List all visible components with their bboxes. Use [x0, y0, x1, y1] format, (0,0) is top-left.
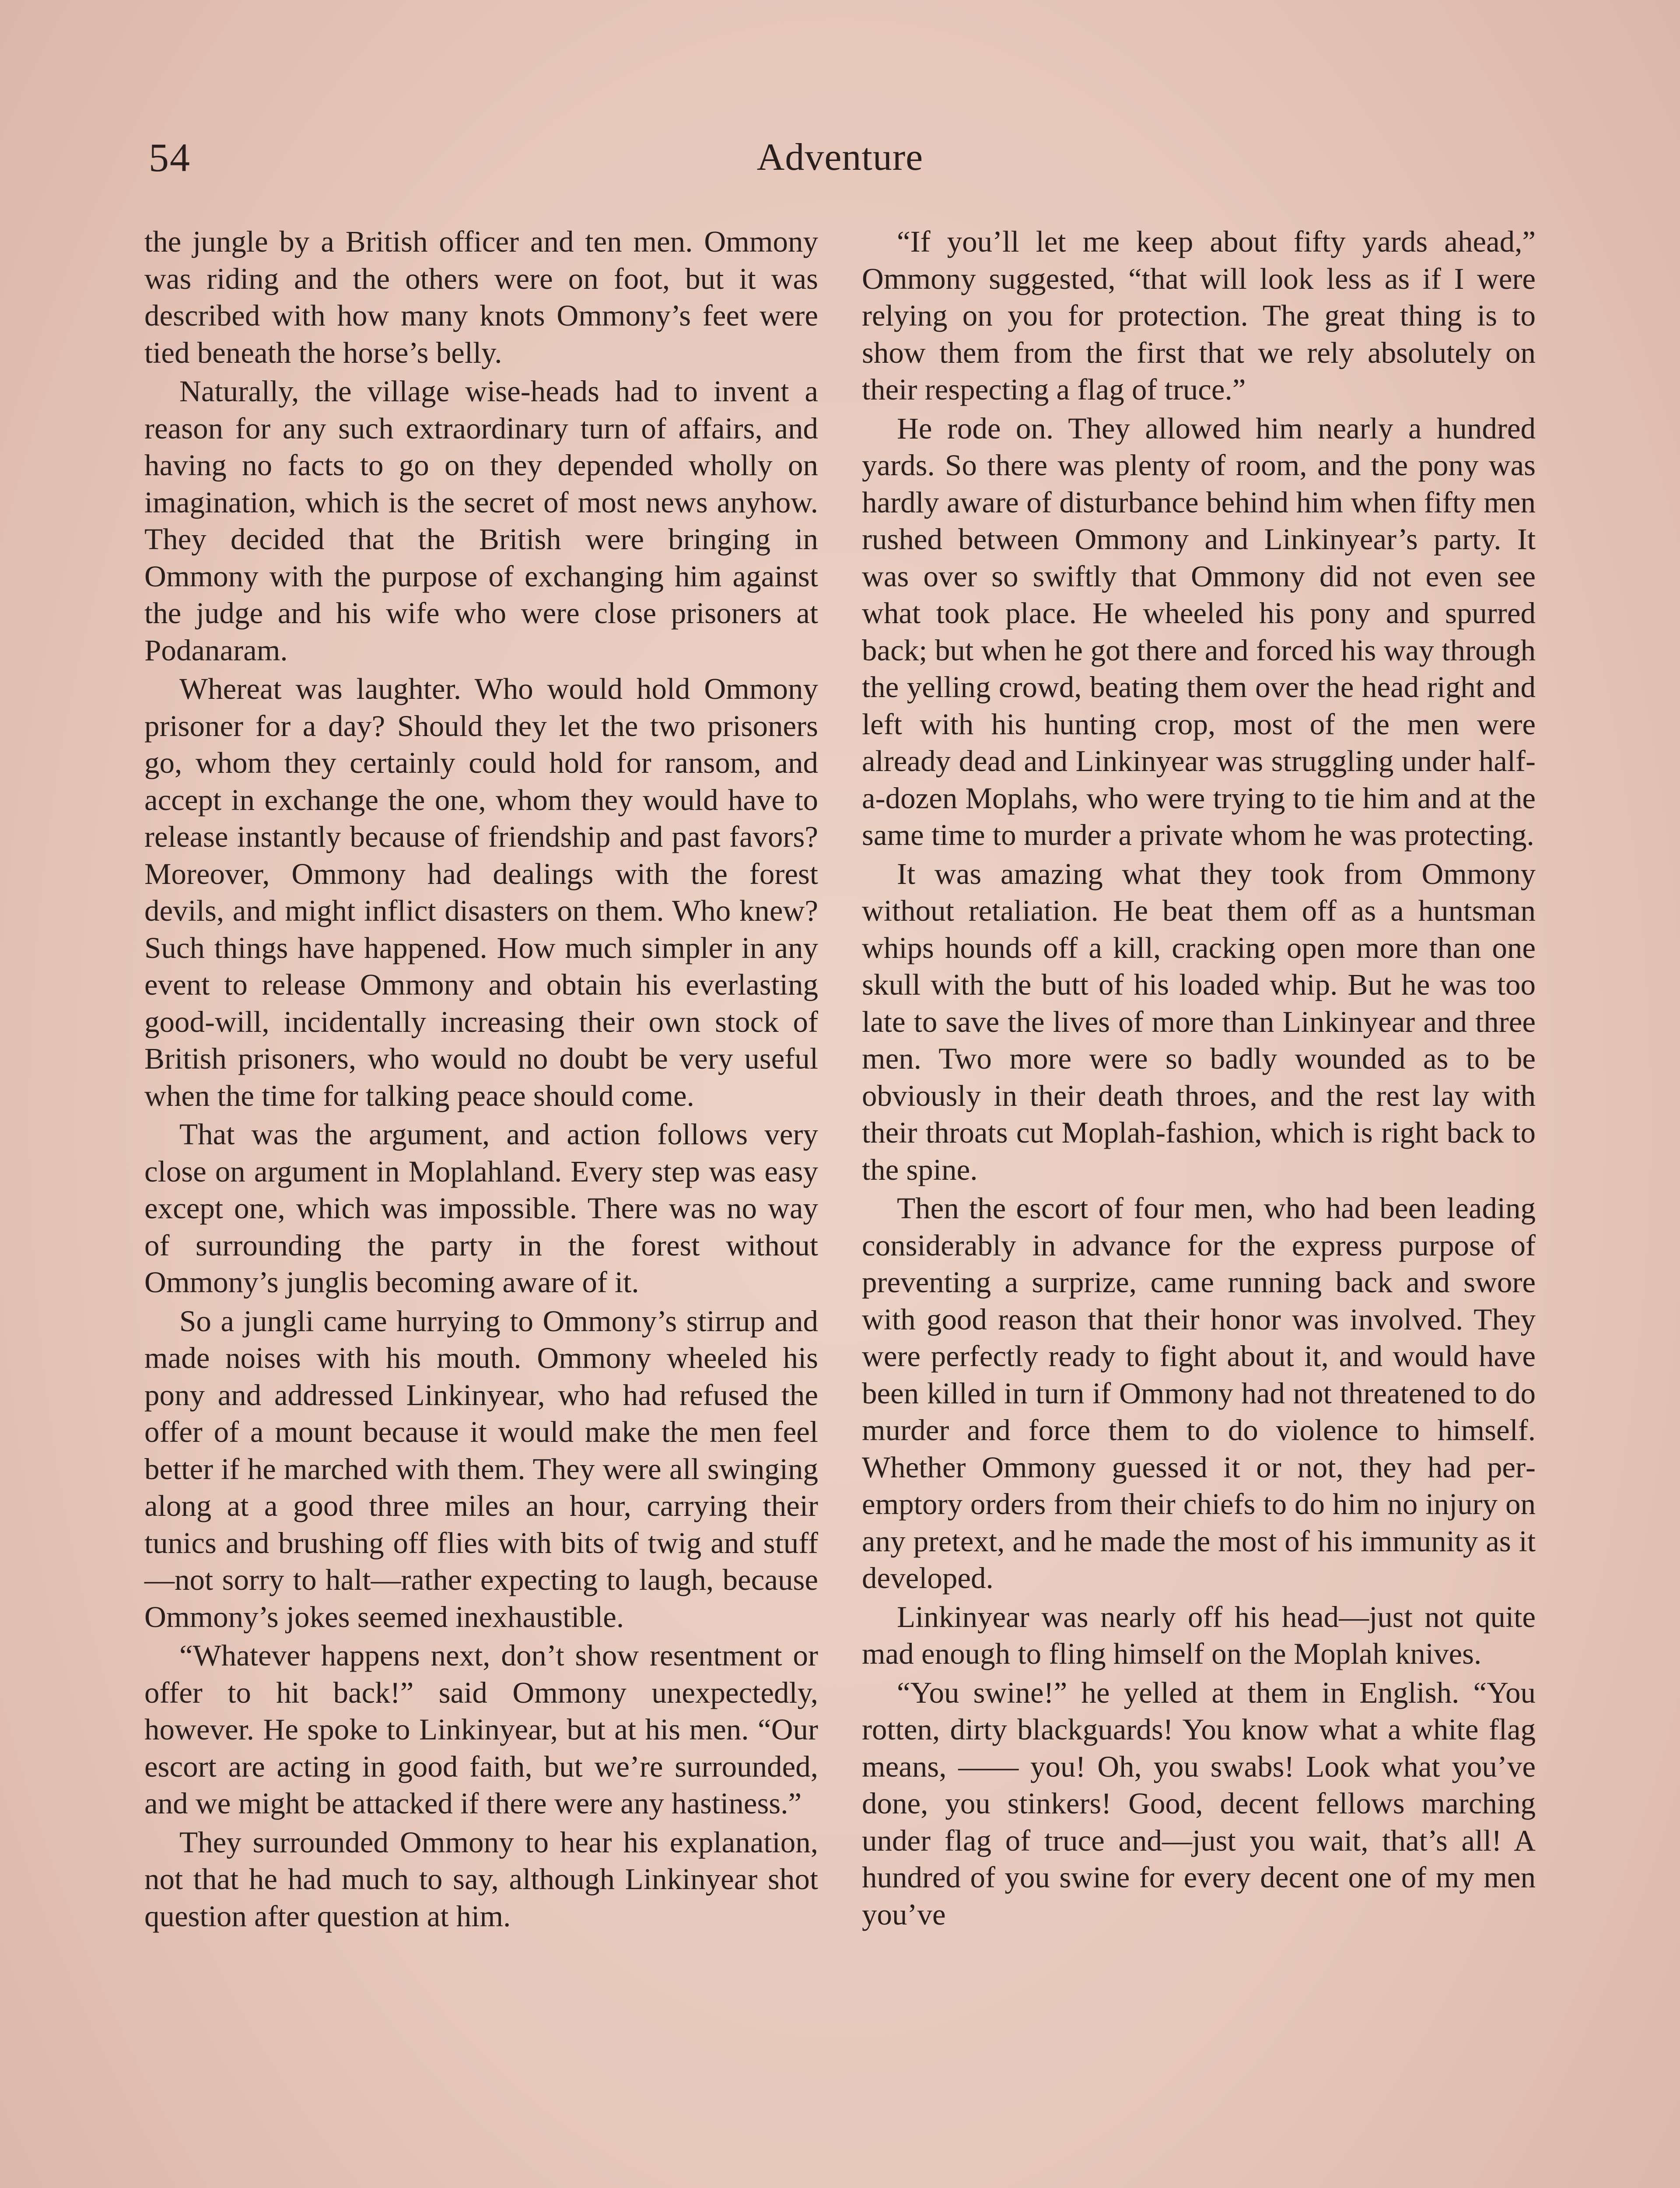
paragraph: Linkinyear was nearly off his head—just not quite mad enough to fling himself on the Moplah knives. [862, 1600, 1536, 1670]
paragraph: They surrounded Ommony to hear his explanation, not that he had much to say, although Linkinyear shot question after question at him. [144, 1825, 818, 1933]
right-column [862, 223, 1536, 2188]
paragraph: Then the escort of four men, who had been leading considerably in advance for the express purpose of preventing a surprize, came running back and swore with good reason that their honor was involved. They were perfectly ready to fight about it, and would have been killed in turn if Ommony had not threatened to do murder and force them to do violence to himself. Whether Ommony guessed it or not, they had peremptory orders from their chiefs to do him no injury on any pretext, and he made the most of his immunity as it developed. [862, 1192, 1536, 1595]
left-column [144, 223, 818, 2188]
page-number: 54 [149, 135, 191, 180]
text-columns [144, 223, 1536, 2188]
paragraph: That was the argument, and action follows very close on argument in Moplahland. Every step was easy except one, which was impossible. There was no way of surrounding the party in the forest without Ommony’s junglis becoming aware of it. [144, 1118, 818, 1299]
paragraph: It was amazing what they took from Ommony without retaliation. He beat them off as a huntsman whips hounds off a kill, cracking open more than one skull with the butt of his loaded whip. But he was too late to save the lives of more than Linkinyear and three men. Two more were so badly wounded as to be obviously in their death throes, and the rest lay with their throats cut Moplah-fashion, which is right back to the spine. [862, 857, 1536, 1186]
paragraph: Whereat was laughter. Who would hold Ommony prisoner for a day? Should they let the two prisoners go, whom they certainly could hold for ransom, and accept in exchange the one, whom they would have to release instantly because of friendship and past favors? Moreover, Ommony had dealings with the forest devils, and might inflict disasters on them. Who knew? Such things have happened. How much simpler in any event to release Ommony and obtain his everlasting good-will, incidentally increasing their own stock of British prisoners, who would no doubt be very useful when the time for talking peace should come. [144, 672, 818, 1112]
paragraph: “Whatever happens next, don’t show resentment or offer to hit back!” said Ommony unexpectedly, however. He spoke to Linkinyear, but at his men. “Our escort are acting in good faith, but we’re surrounded, and we might be attacked if there were any hastiness.” [144, 1639, 818, 1820]
running-title: Adventure [756, 136, 924, 179]
paragraph: “If you’ll let me keep about fifty yards ahead,” Ommony suggested, “that will look less as if I were relying on you for protection. The great thing is to show them from the first that we rely absolutely on their respecting a flag of truce.” [862, 225, 1536, 406]
page-header [149, 131, 1531, 184]
paragraph: So a jungli came hurrying to Ommony’s stirrup and made noises with his mouth. Ommony wheeled his pony and addressed Linkinyear, who had refused the offer of a mount because it would make the men feel better if he marched with them. They were all swinging along at a good three miles an hour, carrying their tunics and brushing off flies with bits of twig and stuff—not sorry to halt—rather expecting to laugh, because Ommony’s jokes seemed inexhaustible. [144, 1304, 818, 1634]
paragraph: “You swine!” he yelled at them in English. “You rotten, dirty blackguards! You know what a white flag means, —— you! Oh, you swabs! Look what you’ve done, you stinkers! Good, decent fellows marching under flag of truce and—just you wait, that’s all! A hundred of you swine for every decent one of my men you’ve [862, 1676, 1536, 1931]
paragraph: the jungle by a British officer and ten men. Ommony was riding and the others were on foot, but it was described with how many knots Ommony’s feet were tied beneath the horse’s belly. [144, 225, 818, 369]
paragraph: He rode on. They allowed him nearly a hundred yards. So there was plenty of room, and the pony was hardly aware of disturbance behind him when fifty men rushed between Ommony and Linkinyear’s party. It was over so swiftly that Ommony did not even see what took place. He wheeled his pony and spurred back; but when he got there and forced his way through the yelling crowd, beating them over the head right and left with his hunting crop, most of the men were already dead and Linkinyear was struggling under half-a-dozen Moplahs, who were trying to tie him and at the same time to murder a private whom he was protecting. [862, 411, 1536, 852]
paragraph: Naturally, the village wise-heads had to invent a reason for any such extraordinary turn of affairs, and having no facts to go on they depended wholly on imagination, which is the secret of most news anyhow. They decided that the British were bringing in Ommony with the purpose of exchanging him against the judge and his wife who were close prisoners at Podanaram. [144, 375, 818, 667]
